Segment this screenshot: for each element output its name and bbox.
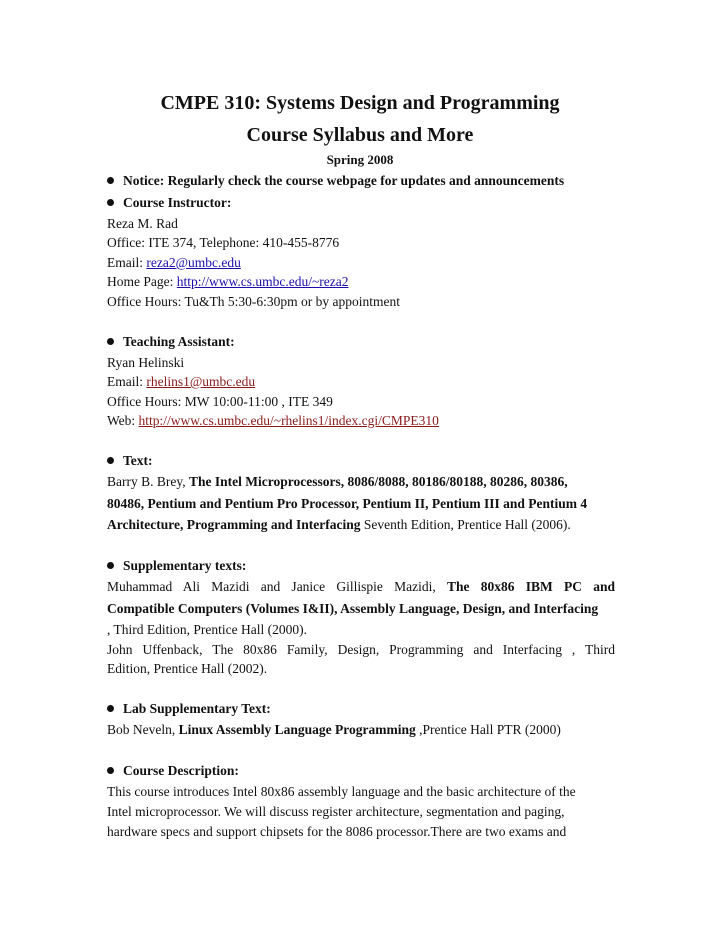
description-heading: Course Description: (107, 762, 239, 780)
description-line-2: Intel microprocessor. We will discuss register architecture, segmentation and paging, (107, 804, 565, 819)
bullet-icon (107, 199, 114, 206)
instructor-office: Office: ITE 374, Telephone: 410-455-8776 (107, 235, 340, 250)
ta-web-link[interactable]: http://www.cs.umbc.edu/~rhelins1/index.cgi/CMPE310 (138, 413, 439, 428)
document-subtitle: Course Syllabus and More (246, 124, 474, 146)
instructor-email-line: Email: reza2@umbc.edu (107, 255, 241, 270)
supplementary-line-1: Muhammad Ali Mazidi and Janice Gillispie Mazidi, The 80x86 IBM PC and (107, 579, 615, 594)
instructor-homepage-line: Home Page: http://www.cs.umbc.edu/~reza2 (107, 274, 349, 289)
ta-heading: Teaching Assistant: (107, 333, 235, 351)
ta-email-link[interactable]: rhelins1@umbc.edu (146, 374, 256, 389)
supplementary-line-4: John Uffenback, The 80x86 Family, Design, Programming and Interfacing , Third (107, 642, 615, 657)
supplementary-line-5: Edition, Prentice Hall (2002). (107, 661, 268, 676)
supplementary-heading: Supplementary texts: (107, 557, 246, 575)
description-line-1: This course introduces Intel 80x86 assembly language and the basic architecture of the (107, 784, 576, 799)
instructor-hours: Office Hours: Tu&Th 5:30-6:30pm or by appointment (107, 294, 400, 309)
bullet-icon (107, 767, 114, 774)
bullet-icon (107, 338, 114, 345)
bullet-icon (107, 457, 114, 464)
supplementary-line-2: Compatible Computers (Volumes I&II), Assembly Language, Design, and Interfacing (107, 601, 599, 616)
lab-heading: Lab Supplementary Text: (107, 700, 271, 718)
document-title: CMPE 310: Systems Design and Programming (160, 92, 560, 114)
text-heading: Text: (107, 452, 153, 470)
term-label: Spring 2008 (326, 152, 394, 167)
instructor-name: Reza M. Rad (107, 216, 178, 231)
supplementary-line-3: , Third Edition, Prentice Hall (2000). (107, 622, 307, 637)
ta-web-line: Web: http://www.cs.umbc.edu/~rhelins1/index.cgi/CMPE310 (107, 413, 439, 428)
ta-hours: Office Hours: MW 10:00-11:00 , ITE 349 (107, 394, 333, 409)
bullet-icon (107, 705, 114, 712)
instructor-heading: Course Instructor: (107, 194, 231, 212)
text-line-3: Architecture, Programming and Interfacing Seventh Edition, Prentice Hall (2006). (107, 517, 571, 532)
text-line-2: 80486, Pentium and Pentium Pro Processor, Pentium II, Pentium III and Pentium 4 (107, 496, 588, 511)
description-line-3: hardware specs and support chipsets for the 8086 processor.There are two exams and (107, 824, 567, 839)
notice-item (107, 172, 564, 190)
notice-text: Notice: Regularly check the course webpage for updates and announcements (123, 173, 565, 188)
instructor-email-link[interactable]: reza2@umbc.edu (146, 255, 241, 270)
bullet-icon (107, 562, 114, 569)
bullet-icon (107, 177, 114, 184)
text-line-1: Barry B. Brey, The Intel Microprocessors, 8086/8088, 80186/80188, 80286, 80386, (107, 474, 568, 489)
instructor-homepage-link[interactable]: http://www.cs.umbc.edu/~reza2 (176, 274, 349, 289)
ta-name: Ryan Helinski (107, 355, 185, 370)
ta-email-line: Email: rhelins1@umbc.edu (107, 374, 256, 389)
lab-text-line: Bob Neveln, Linux Assembly Language Programming ,Prentice Hall PTR (2000) (107, 722, 561, 737)
